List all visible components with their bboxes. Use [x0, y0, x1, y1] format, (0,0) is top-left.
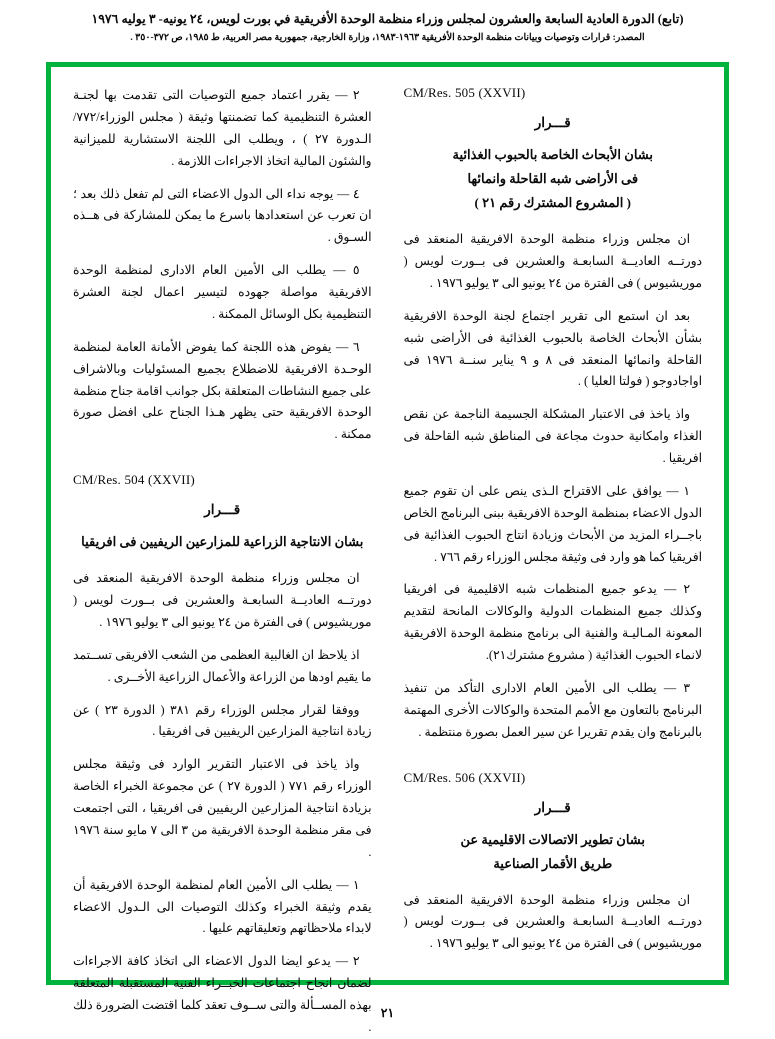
- paragraph: ٤ — يوجه نداء الى الدول الاعضاء التى لم تفعل ذلك بعد ؛ ان تعرب عن استعدادها باسرع ما يمكن للمشاركة فى هــذه السـوق .: [73, 186, 372, 245]
- subject-line: بشان تطوير الاتصالات الاقليمية عن: [460, 831, 646, 847]
- green-border-frame: [46, 62, 729, 1034]
- paragraph: اذ يلاحظ ان الغالبية العظمى من الشعب الافريقى تســتمد ما يقيم اودها من الزراعة والأعمال الزراعية الأخــرى .: [73, 647, 372, 684]
- header-title: (تابع) الدورة العادية السابعة والعشرون لمجلس وزراء منظمة الوحدة الأفريقية في بورت لويس، ٢٤ يونيه- ٣ يوليه ١٩٧٦: [91, 12, 684, 26]
- subject-line: طريق الأقمار الصناعية: [493, 855, 613, 871]
- paragraph: ان مجلس وزراء منظمة الوحدة الافريقية المنعقد فى دورتــه العاديــة السابعـة والعشرين فى بــورت لويس ( موريشيوس ) فى الفترة من ٢٤ يونيو الى ٣ يوليو ١٩٧٦ .: [403, 232, 702, 290]
- subject-506: [404, 828, 703, 876]
- page-number: ٢١: [380, 1006, 395, 1020]
- subject-line: بشان الانتاجية الزراعية للمزارعين الريفيين فى افريقيا: [81, 534, 364, 550]
- subject-504: [73, 530, 372, 554]
- paragraph: ٣ — يطلب الى الأمين العام الادارى التأكد من تنفيذ البرنامج بالتعاون مع الأمم المتحدة والوكالات الأخرى المهتمة بالبرنامج وان يقدم تقريرا عن سير العمل بصورة منتظمة .: [403, 680, 702, 739]
- paragraph: ٦ — يفوض هذه اللجنة كما يفوض الأمانة العامة لمنظمة الوحـدة الافريقية للاضطلاع بجميع المسئوليات وبالاشراف على جميع النشاطات المتعلقة بكل جوانب اقامة جناح منظمة الوحدة الافريقية حتى يظهر هـذا الجناح على افضل صورة ممكنة .: [73, 339, 372, 442]
- paragraph: ان مجلس وزراء منظمة الوحدة الافريقية المنعقد فى دورتــه العاديــة السابعـة والعشرين فى بــورت لويس ( موريشيوس ) فى الفترة من ٢٤ يونيو الى ٣ يوليو ١٩٧٦ .: [73, 571, 372, 629]
- heading-qarar-504: قـــرار: [204, 502, 241, 518]
- paragraph: ٥ — يطلب الى الأمين العام الادارى لمنظمة الوحدة الافريقية مواصلة جهوده لتيسير اعمال لجنة العشرة التنظيمية بكل الوسائل الممكنة .: [73, 263, 372, 321]
- resolution-id-506: CM/Res. 506 (XXVII): [403, 769, 526, 785]
- paragraph: ٢ — يدعو ايضا الدول الاعضاء الى اتخاذ كافة الاجراءات لضمان انجاح اجتماعات الخبــراء الفنية المستقبلة المتعلقة بهذه المســألة والتى ســوف تعقد كلما اقتضت الضرورة ذلك .: [73, 954, 372, 1034]
- paragraph: بعد ان استمع الى تقرير اجتماع لجنة الوحدة الافريقية بشأن الأبحاث الخاصة بالحبوب الغذائية فى الأراضى شبه القاحلة وانمائها المنعقد فى ٨ و ٩ يناير سنــة ١٩٧٦ فى اواجادوجو ( فولتا العليا ) .: [403, 308, 703, 389]
- paragraph: ان مجلس وزراء منظمة الوحدة الافريقية المنعقد فى دورتــه العاديــة السابعـة والعشرين فى بــورت لويس ( موريشيوس ) فى الفترة من ٢٤ يونيو الى ٣ يوليو ١٩٧٦ .: [403, 892, 702, 951]
- subject-line: فى الأراضى شبه القاحلة وانمائها: [467, 171, 639, 187]
- page-header: [0, 0, 775, 46]
- subject-line: بشان الأبحاث الخاصة بالحبوب الغذائية: [452, 147, 653, 162]
- heading-qarar-505: قـــرار: [534, 115, 571, 130]
- paragraph: ٢ — يقرر اعتماد جميع التوصيات التى تقدمت بها لجنـة العشرة التنظيمية كما تضمنتها وثيقة ( مجلس الوزراء/٧٧٢/ الـدورة ٢٧ ) ، ويطلب الى اللجنة الاستشارية للميزانية والشئون المالية اتخاذ الاجراءات اللازمة .: [73, 88, 372, 168]
- resolution-id-505: CM/Res. 505 (XXVII): [403, 85, 526, 100]
- heading-qarar-506: قـــرار: [534, 799, 571, 815]
- paragraph: واذ ياخذ فى الاعتبار المشكلة الجسيمة الناجمة عن نقص الغذاء وامكانية حدوث مجاعة فى المناطق شبه القاحلة فى افريقيا .: [403, 407, 702, 466]
- paragraph: واذ ياخذ فى الاعتبار التقرير الوارد فى وثيقة مجلس الوزراء رقم ٧٧١ ( الدورة ٢٧ ) عن مجموعة الخبراء الخاصة بزيادة انتاجية المزارعين الريفيين فى افريقيا ، التى اجتمعت فى مقر منظمة الوحدة الافريقية من ٣ الى ٧ مايو سنة ١٩٧٦ .: [73, 757, 372, 859]
- paragraph: ٢ — يدعو جميع المنظمات شبه الاقليمية فى افريقيا وكذلك جميع المنظمات الدولية والوكالات المانحة لتقديم المعونة المـاليـة والفنية الى برنامج منظمة الوحدة الافريقية لانماء الحبوب الغذائية ( مشروع مشترك٢١).: [403, 582, 702, 663]
- header-source: المصدر: قرارات وتوصيات وبيانات منظمة الوحدة الأفريقية ١٩٦٣-١٩٨٣، وزارة الخارجية، جمهورية مصر العربية، ط ١٩٨٥، ص ٣٧٢-٣٥٠ .: [130, 32, 645, 43]
- paragraph: ١ — يوافق على الاقتراح الـذى ينص على ان تقوم جميع الدول الاعضاء بمنظمة الوحدة الافريقية ببنى البرنامج الخاص باجــراء المزيد من الأبحاث وزيادة انتاج الحبوب الغذائية فى افريقيا كما هو وارد فى وثيقة مجلس الوزراء رقم ٧٦٦ .: [403, 483, 702, 564]
- subject-line: ( المشروع المشترك رقم ٢١ ): [474, 195, 631, 211]
- subject-505: [404, 143, 703, 215]
- column-right: [388, 85, 703, 970]
- paragraph: ووفقا لقرار مجلس الوزراء رقم ٣٨١ ( الدورة ٢٣ ) عن زيادة انتاجية المزارعين الريفيين فى افريقيا .: [73, 702, 372, 739]
- resolution-id-504: CM/Res. 504 (XXVII): [73, 472, 195, 488]
- paragraph: ١ — يطلب الى الأمين العام لمنظمة الوحدة الافريقية أن يقدم وثيقة الخبراء وكذلك التوصيات الى الـدول الاعضاء لابداء ملاحظاتهم وتعليقاتهم عليها .: [73, 877, 372, 936]
